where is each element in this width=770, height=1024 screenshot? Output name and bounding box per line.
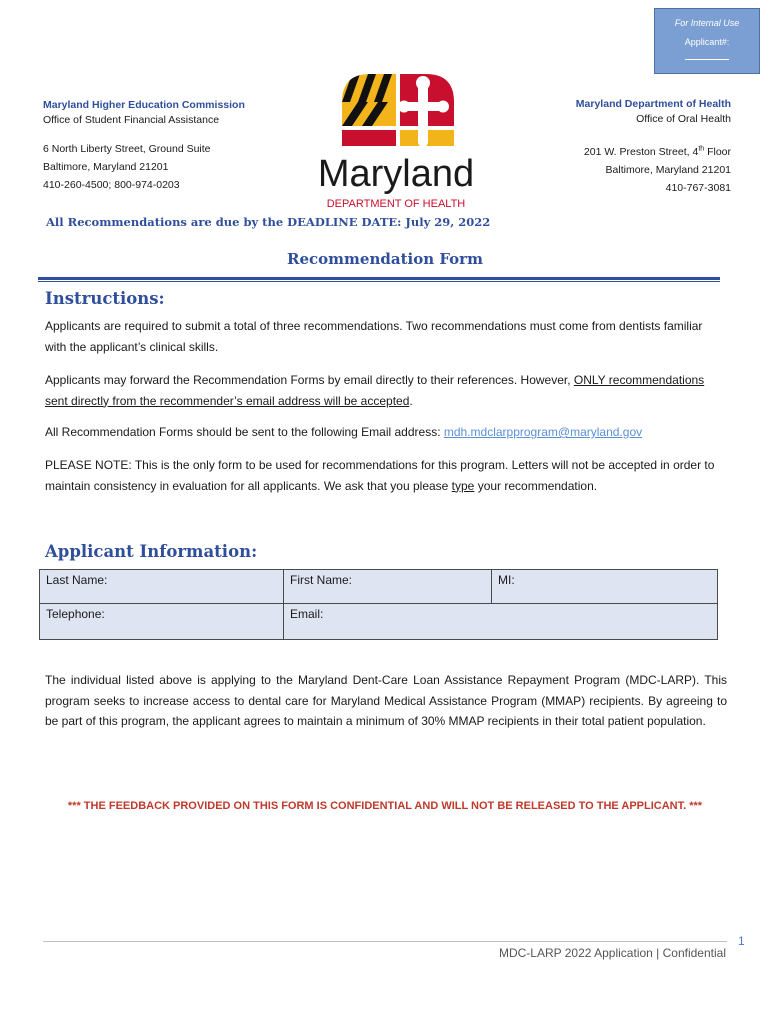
email-label: Email: xyxy=(290,607,324,621)
internal-use-label: For Internal Use xyxy=(674,18,740,28)
title-divider-thin xyxy=(38,281,720,282)
logo-department: DEPARTMENT OF HEALTH xyxy=(326,198,466,210)
applicant-number-label: Applicant#: xyxy=(684,37,730,47)
mdh-phone: 410-767-3081 xyxy=(665,182,731,194)
email-field[interactable] xyxy=(284,604,718,640)
mhec-phones: 410-260-4500; 800-974-0203 xyxy=(43,179,180,191)
form-title: Recommendation Form xyxy=(287,250,483,268)
title-divider xyxy=(38,277,720,280)
mhec-address-1: 6 North Liberty Street, Ground Suite xyxy=(43,143,211,155)
instructions-paragraph-3: All Recommendation Forms should be sent to the following Email address: mdh.mdclarpprogram@maryland.gov xyxy=(45,425,643,439)
telephone-field[interactable] xyxy=(40,604,284,640)
mdh-address-block xyxy=(576,97,731,197)
mdh-name: Maryland Department of Health xyxy=(575,98,731,110)
first-name-field[interactable] xyxy=(284,570,492,604)
mdh-address-2: Baltimore, Maryland 21201 xyxy=(605,164,731,176)
mhec-address-block xyxy=(43,98,245,194)
instructions-paragraph-1: Applicants are required to submit a total of three recommendations. Two recommendations must come from dentists familiar with the applicant’s clinical skills. xyxy=(45,319,703,354)
deadline-notice: All Recommendations are due by the DEADLINE DATE: July 29, 2022 xyxy=(46,215,491,229)
telephone-label: Telephone: xyxy=(46,607,105,621)
instructions-paragraph-4: PLEASE NOTE: This is the only form to be used for recommendations for this program. Letters will not be accepted in order to maintain consistency in evaluation for all applicants. We ask that you please type your recommendation. xyxy=(45,458,715,493)
mhec-address-2: Baltimore, Maryland 21201 xyxy=(43,161,169,173)
footer-divider xyxy=(43,941,727,942)
last-name-field[interactable] xyxy=(40,570,284,604)
mdh-address-1: 201 W. Preston Street, 4th Floor xyxy=(583,145,731,158)
instructions-paragraph-2: Applicants may forward the Recommendation Forms by email directly to their references. However, ONLY recommendations sent directly from the recommender’s email address will be accepted. xyxy=(45,373,705,408)
mhec-name: Maryland Higher Education Commission xyxy=(43,99,245,111)
applicant-info-table xyxy=(39,569,718,640)
applicant-info-heading: Applicant Information: xyxy=(45,542,258,561)
mdh-office: Office of Oral Health xyxy=(636,113,731,125)
mhec-office: Office of Student Financial Assistance xyxy=(43,114,220,126)
mi-field[interactable] xyxy=(492,570,718,604)
applicant-number-field[interactable] xyxy=(685,59,729,60)
maryland-health-logo xyxy=(300,70,492,212)
instructions-heading: Instructions: xyxy=(45,289,165,308)
footer-text: MDC-LARP 2022 Application | Confidential xyxy=(498,946,726,960)
last-name-label: Last Name: xyxy=(46,573,108,587)
mi-label: MI: xyxy=(498,573,515,587)
first-name-label: First Name: xyxy=(290,573,353,587)
confidentiality-notice: *** THE FEEDBACK PROVIDED ON THIS FORM IS CONFIDENTIAL AND WILL NOT BE RELEASED TO THE APPLICANT. *** xyxy=(67,800,703,812)
page-number: 1 xyxy=(738,934,745,948)
internal-use-box xyxy=(654,8,760,74)
submission-email-link[interactable]: mdh.mdclarpprogram@maryland.gov xyxy=(443,425,643,439)
logo-wordmark: Maryland xyxy=(317,153,475,195)
program-description: The individual listed above is applying to the Maryland Dent-Care Loan Assistance Repayment Program (MDC-LARP). This program seeks to increase access to dental care for Maryland Medical Assistance Program (MMAP) recipients. By agreeing to be part of this program, the applicant agrees to maintain a minimum of 30% MMAP recipients in their total patient population. xyxy=(45,673,727,728)
